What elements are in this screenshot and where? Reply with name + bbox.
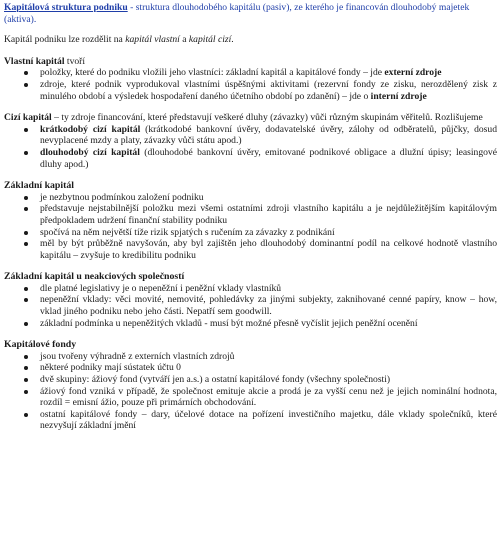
list-item-bold: krátkodobý cizí kapitál [40, 123, 141, 135]
list-item [40, 147, 497, 170]
list-item-text: (dlouhodobé bankovní úvěry, emitované podnikové obligace a dlužní úpisy; leasingové dluhy apod.) [40, 146, 497, 170]
list-item [40, 124, 497, 147]
list-item: ážiový fond vzniká v případě, že společnost emituje akcie a prodá je za vyšší cenu než je jejich nominální hodnota, rozdíl = emisní ážio, pouze při primárních obchodování. [40, 385, 497, 409]
split-term-foreign-capital: kapitál cizí [188, 34, 232, 46]
list-item: jsou tvořeny výhradně z externích vlastních zdrojů [40, 351, 497, 363]
capital-funds-list [4, 351, 497, 432]
own-capital-list [4, 67, 497, 102]
list-item-text: položky, které do podniku vložili jeho vlastníci: základní kapitál a kapitálové fondy – jde [40, 67, 385, 79]
list-item: nepeněžní vklady: věci movité, nemovité, pohledávky za jinými subjekty, zaknihované cenné papíry, know – how, vklad jiného podniku nebo jeho části. Nepatří sem goodwill. [40, 294, 497, 318]
capital-split-paragraph [4, 34, 497, 46]
foreign-capital-list [4, 124, 497, 170]
split-term-own-capital: kapitál vlastní [125, 34, 180, 46]
capital-funds-heading: Kapitálové fondy [4, 339, 77, 351]
list-item-bold: interní zdroje [370, 90, 427, 102]
list-item-bold: dlouhodobý cizí kapitál [40, 146, 140, 158]
list-item: dle platné legislativy je o nepeněžní i peněžní vklady vlastníků [40, 283, 497, 295]
list-item [40, 79, 497, 102]
list-item: je nezbytnou podmínkou založení podniku [40, 192, 497, 204]
non-stock-companies-heading: Základní kapitál u neakciových společností [4, 271, 185, 283]
foreign-capital-heading: Cizí kapitál [4, 112, 52, 124]
list-item [40, 67, 497, 79]
list-item: měl by být průběžně navyšován, aby byl zajištěn jeho dlouhodobý dominantní podíl na celkové hodnotě vlastního kapitálu – zvyšuje to kredibilitu podniku [40, 238, 497, 261]
foreign-capital-text: – ty zdroje financování, které představují veškeré dluhy (závazky) vůči různým skupinám věřitelů. Rozlišujeme [51, 112, 483, 124]
intro-title-link[interactable]: Kapitálová struktura podniku [4, 2, 128, 13]
own-capital-heading: Vlastní kapitál [4, 55, 65, 67]
own-capital-heading-line [4, 56, 497, 68]
list-item: představuje nejstabilnější položku mezi všemi ostatními zdroji vlastního kapitálu a je nejdůležitějším kapitálovým předpokladem udržení finanční stability podniku [40, 203, 497, 226]
split-text-before: Kapitál podniku lze rozdělit na [4, 34, 126, 46]
own-capital-heading-suffix: tvoří [64, 55, 86, 67]
intro-paragraph [4, 2, 497, 25]
registered-capital-list [4, 192, 497, 262]
list-item: spočívá na něm největší tíže rizik spjatých s ručením za závazky z podnikání [40, 227, 497, 239]
list-item-text: zdroje, které podnik vyprodukoval vlastními úspěšnými aktivitami (rezervní fondy ze zisku, nerozdělený zisk z minulého období a výsledek hospodaření daného účetního období po zdanění) – jde o [40, 78, 497, 102]
foreign-capital-paragraph [4, 112, 497, 124]
section-non-stock-companies [4, 271, 497, 329]
split-text-after: . [231, 34, 234, 46]
list-item: ostatní kapitálové fondy – dary, účelové dotace na pořízení investičního majetku, dále vklady společníků, které nezvyšují základní jmění [40, 408, 497, 432]
list-item: dvě skupiny: ážiový fond (vytváří jen a.s.) a ostatní kapitálové fondy (všechny společnosti) [40, 374, 497, 386]
section-capital-funds [4, 339, 497, 432]
section-registered-capital [4, 180, 497, 261]
registered-capital-heading: Základní kapitál [4, 180, 74, 192]
section-own-capital [4, 56, 497, 102]
list-item: některé podniky mají sústatek účtu 0 [40, 362, 497, 374]
list-item-bold: externí zdroje [384, 67, 442, 79]
split-text-mid: a [179, 34, 189, 46]
list-item: základní podmínka u nepeněžitých vkladů - musí být možné přesně vyčíslit jejich peněžní ocenění [40, 318, 497, 330]
non-stock-companies-list [4, 283, 497, 329]
section-foreign-capital [4, 112, 497, 170]
intro-definition: - struktura dlouhodobého kapitálu (pasiv), ze kterého je financován dlouhodobý majetek (aktiva). [4, 2, 470, 25]
list-item-text: (krátkodobé bankovní úvěry, dodavatelské úvěry, zálohy od odběratelů, půjčky, dosud nevyplacené mzdy a platy, závazky vůči státu apod.) [40, 123, 497, 147]
